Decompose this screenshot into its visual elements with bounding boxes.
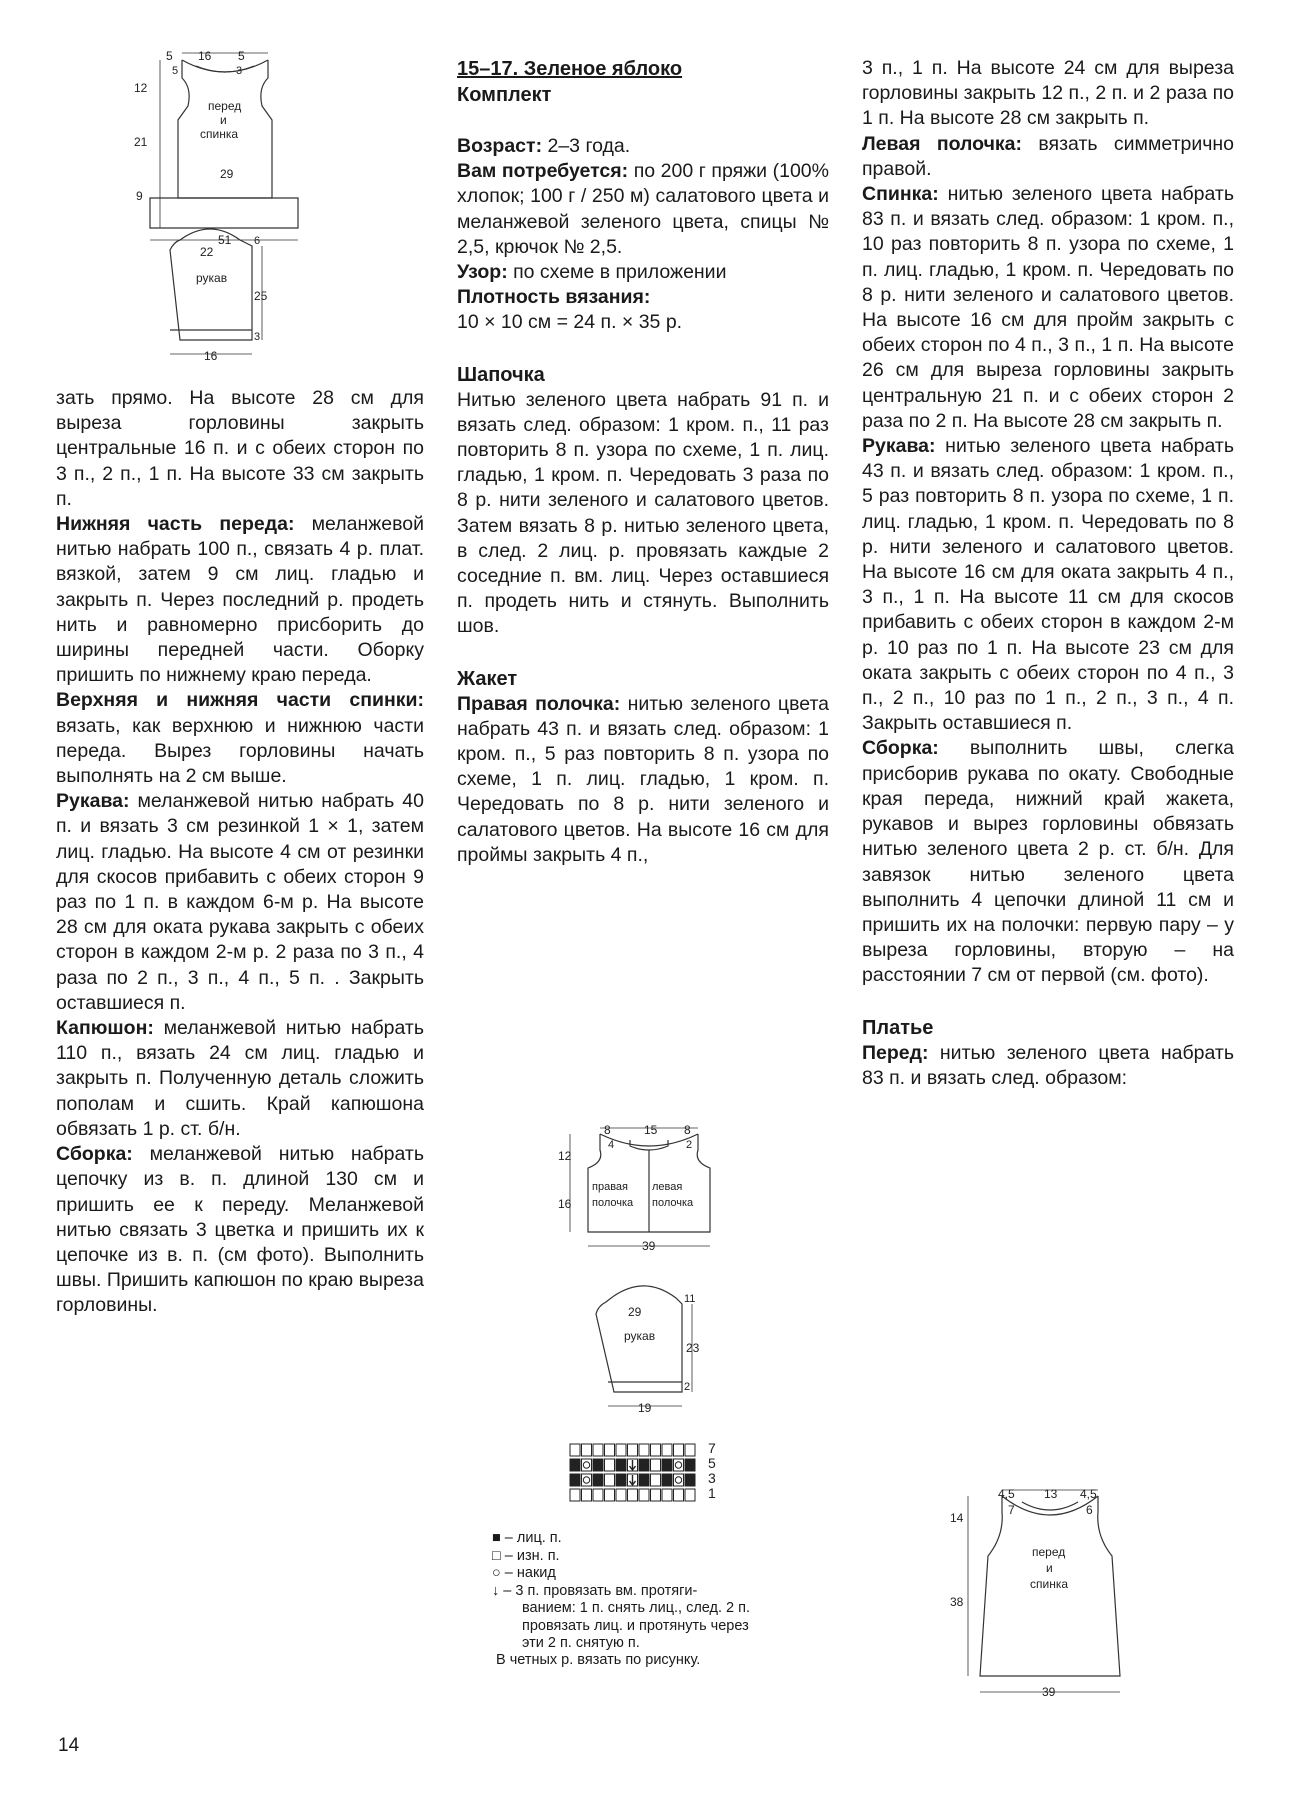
sleeve2-height: 23 [686, 1341, 700, 1355]
dress-dim-left-2: 38 [950, 1595, 964, 1609]
col3-para-2: Спинка: нитью зеленого цвета набрать 83 п. и вязать след. образом: 1 кром. п., 10 раз повторить 8 п. узора по схеме, 1 п. лиц. гладью, 1 кром. п. Чередовать по 8 р. нити зеленого и салатового цветов. На высоте 16 см для пройм закрыть с обеих сторон по 4 п., 3 п., 1 п. На высоте 26 см для выреза горловины закрыть центральную 21 п. и с обеих сторон 2 раза по 2 п. На высоте 28 см закрыть п. [862, 183, 1234, 432]
chart-cell [685, 1474, 695, 1486]
dress-front: Перед: нитью зеленого цвета набрать 83 п. и вязать след. образом: [862, 1041, 1234, 1089]
schematic-dress [946, 1486, 1146, 1716]
dress-dim-top-center: 13 [1044, 1487, 1058, 1501]
sleeve1-height: 25 [254, 289, 268, 303]
sleeve1-top: 22 [200, 245, 214, 259]
dim-top-center: 16 [198, 49, 212, 63]
dim-left-armhole: 12 [134, 81, 148, 95]
stitch-chart [568, 1442, 726, 1512]
gauge: 10 × 10 см = 24 п. × 35 р. [457, 311, 683, 334]
jacket-heading: Жакет [457, 667, 518, 690]
col3-para-3: Рукава: нитью зеленого цвета набрать 43 п. и вязать след. образом: 1 кром. п., 5 раз повторить 8 п. узора по схеме, 1 п. лиц. гладью, 1 кром. п. Чередовать по 8 р. нити зеленого и салатового цветов. На высоте 16 см для оката закрыть 4 п., 3 п., 1 п. На высоте 11 см для скосов прибавить с обеих сторон в каждом 2-м р. 10 раз по 1 п. На высоте 23 см для оката закрыть с обеих сторон по 4 п., 3 п., 2 п., 10 раз по 1 п., 2 п., 3 п., 4 п. Закрыть оставшиеся п. [862, 435, 1234, 735]
chart-cell [616, 1444, 626, 1456]
dress-dim-top-right: 4,5 [1080, 1487, 1097, 1501]
chart-cell [605, 1474, 615, 1486]
right-front: Правая полочка: нитью зеленого цвета набрать 43 п. и вязать след. образом: 1 кром. п., 5 раз повторить 8 п. узора по схеме, 1 п. лиц. гладью, 1 кром. п. Чередовать по 8 р. нити зеленого и салатового цветов. На высоте 16 см для проймы закрыть 4 п., [457, 692, 829, 866]
jacket-right-front-1: правая [592, 1181, 628, 1193]
dress-dim-left-1: 14 [950, 1511, 964, 1525]
chart-cell [582, 1444, 592, 1456]
chart-cell [616, 1489, 626, 1501]
chart-cell [605, 1489, 615, 1501]
pattern-title: 15–17. Зеленое яблоко [457, 58, 683, 80]
chart-cell [570, 1489, 580, 1501]
legend-yo: ○ – накид [492, 1565, 556, 1581]
piece-label-3: спинка [200, 127, 239, 141]
chart-row-3: 3 [708, 1470, 716, 1486]
sleeve2-bottom: 19 [638, 1401, 652, 1415]
stitch-pattern: Узор: по схеме в приложении [457, 261, 727, 284]
chart-row-1: 1 [708, 1485, 716, 1501]
legend-dec-line-4: эти 2 п. снятую п. [522, 1635, 640, 1651]
chart-cell [628, 1489, 638, 1501]
col1-para-2: Верхняя и нижняя части спинки: вязать, как верхнюю и нижнюю части переда. Вырез горловины начать выполнять на 2 см выше. [56, 689, 424, 788]
jacket-left-front-1: левая [652, 1181, 683, 1193]
page-number: 14 [58, 1735, 80, 1756]
sleeve1-cuff: 3 [254, 331, 261, 343]
dim-width-total: 51 [218, 233, 232, 247]
age: Возраст: 2–3 года. [457, 135, 631, 157]
knit-square-icon: ■ [492, 1530, 501, 1546]
legend-dec-line-2: ванием: 1 п. снять лиц., след. 2 п. [522, 1600, 751, 1616]
chart-cell [651, 1444, 661, 1456]
gauge-label: Плотность вязания: [457, 286, 651, 309]
chart-cell [685, 1489, 695, 1501]
column-3 [862, 56, 1234, 1091]
jacket-dim-neck-right: 2 [686, 1139, 693, 1151]
schematic-front-back [134, 48, 320, 248]
chart-cell [593, 1459, 603, 1471]
chart-cell [674, 1444, 684, 1456]
col1-para-1: Нижняя часть переда: меланжевой нитью набрать 100 п., связать 4 р. плат. вязкой, затем 9 см лиц. гладью и закрыть п. Через последний р. продеть нить и равномерно присборить до ширины передней части. Оборку пришить по нижнему краю переда. [56, 513, 424, 687]
decrease-arrow-icon: ↓ [492, 1582, 500, 1599]
chart-cell [628, 1444, 638, 1456]
dress-width: 39 [1042, 1685, 1056, 1699]
chart-cell [593, 1474, 603, 1486]
col3-para-4: Сборка: выполнить швы, слегка присборив рукава по окату. Свободные края переда, нижний край жакета, рукавов и вырез горловины обвязать нитью зеленого цвета 2 р. ст. б/н. Для завязок нитью зеленого цвета выполнить 4 цепочки длиной 11 см и пришить их на полочки: первую пару – у выреза горловины, вторую – на расстоянии 7 см от первой (см. фото). [862, 737, 1234, 987]
chart-cell [639, 1444, 649, 1456]
legend-knit: ■ – лиц. п. [492, 1530, 562, 1546]
dress-piece-3: спинка [1030, 1577, 1069, 1591]
jacket-dim-top-center: 15 [644, 1123, 658, 1137]
chart-cell [639, 1489, 649, 1501]
hat-text: Нитью зеленого цвета набрать 91 п. и вязать след. образом: 1 кром. п., 11 раз повторить 8 п. узора по схеме, 1 п. лиц. гладью, 1 кром. п. Чередовать 3 раза по 8 р. нити зеленого и салатового цветов. Затем вязать 8 р. нитью зеленого цвета, в след. 2 лиц. р. провязать каждые 2 соседние п. вм. лиц. Через оставшиеся п. продеть нить и стянуть. Выполнить шов. [457, 388, 829, 638]
jacket-right-front-2: полочка [592, 1197, 634, 1209]
sleeve1-bottom: 16 [204, 349, 218, 363]
purl-square-icon: □ [492, 1547, 501, 1564]
chart-cell [685, 1459, 695, 1471]
jacket-left-front-2: полочка [652, 1197, 694, 1209]
column-1 [56, 386, 424, 1319]
chart-cell [651, 1489, 661, 1501]
dim-neck-right: 3 [236, 65, 243, 77]
chart-cell [685, 1444, 695, 1456]
chart-cell [570, 1459, 580, 1471]
chart-cell [662, 1459, 672, 1471]
chart-cell [651, 1459, 661, 1471]
chart-cell [605, 1459, 615, 1471]
chart-cell [662, 1444, 672, 1456]
sleeve1-cap: 6 [254, 235, 261, 247]
chart-cell [593, 1489, 603, 1501]
chart-cell [570, 1474, 580, 1486]
even-rows-note: В четных р. вязать по рисунку. [496, 1652, 701, 1668]
sleeve2-name: рукав [624, 1329, 656, 1343]
legend-dec-line-3: провязать лиц. и протянуть через [522, 1617, 749, 1634]
chart-cell [616, 1459, 626, 1471]
jacket-dim-neck-left: 4 [608, 1139, 615, 1151]
dim-left-body: 21 [134, 135, 148, 149]
col1-para-4: Капюшон: меланжевой нитью набрать 110 п., вязать 24 см лиц. гладью и закрыть п. Полученную деталь сложить пополам и сшить. Край капюшона обвязать 1 р. ст. б/н. [56, 1017, 424, 1140]
jacket-dim-left-1: 12 [558, 1149, 572, 1163]
legend-purl: □ – изн. п. [492, 1547, 560, 1564]
chart-cell [639, 1459, 649, 1471]
chart-cell [662, 1474, 672, 1486]
materials: Вам потребуется: по 200 г пряжи (100% хлопок; 100 г / 250 м) салатового цвета и меланжевой зеленого цвета, спицы № 2,5, крючок № 2,5. [457, 160, 829, 258]
chart-legend [492, 1530, 822, 1653]
legend-dec: ↓ – 3 п. провязать вм. протяги- [492, 1582, 698, 1599]
schematic-sleeve-1 [150, 220, 280, 380]
chart-cell [605, 1444, 615, 1456]
sleeve2-cuff: 2 [684, 1381, 691, 1393]
col1-para-0: зать прямо. На высоте 28 см для выреза горловины закрыть центральные 16 п. и с обеих сторон по 3 п., 2 п., 1 п. На высоте 33 см закрыть п. [56, 387, 424, 510]
col3-para-0: 3 п., 1 п. На высоте 24 см для выреза горловины закрыть 12 п., 2 п. и 2 раза по 1 п. На высоте 28 см закрыть п. [862, 57, 1234, 130]
jacket-dim-top-right: 8 [684, 1123, 691, 1137]
dim-top-left: 5 [166, 49, 173, 63]
dress-dim-neck-left: 7 [1008, 1503, 1015, 1517]
jacket-width: 39 [642, 1239, 656, 1253]
column-2 [457, 56, 829, 868]
schematic-jacket [560, 1122, 740, 1262]
chart-cell [662, 1489, 672, 1501]
jacket-dim-left-2: 16 [558, 1197, 572, 1211]
piece-label-2: и [220, 113, 227, 127]
col1-para-5: Сборка: меланжевой нитью набрать цепочку из в. п. длиной 130 см и пришить ее к переду. Меланжевой нитью связать 3 цветка и пришить их к цепочке из в. п. (см фото). Выполнить швы. Пришить капюшон по краю выреза горловины. [56, 1143, 424, 1317]
sleeve2-cap: 11 [684, 1293, 696, 1305]
dim-top-right: 5 [238, 49, 245, 63]
chart-row-7: 7 [708, 1440, 716, 1456]
dress-heading: Платье [862, 1016, 934, 1039]
chart-cell [593, 1444, 603, 1456]
dress-dim-neck-right: 6 [1086, 1503, 1093, 1517]
chart-row-5: 5 [708, 1455, 716, 1471]
chart-cell [639, 1474, 649, 1486]
chart-cell [616, 1474, 626, 1486]
dim-neck-left: 5 [172, 65, 179, 77]
hat-heading: Шапочка [457, 363, 545, 386]
chart-cell [582, 1489, 592, 1501]
sleeve2-top: 29 [628, 1305, 642, 1319]
schematic-sleeve-2 [586, 1278, 716, 1428]
piece-label-1: перед [208, 99, 242, 113]
sleeve1-name: рукав [196, 271, 228, 285]
dim-width-upper: 29 [220, 167, 234, 181]
pattern-subtitle: Комплект [457, 84, 552, 106]
dim-left-frill: 9 [136, 189, 143, 203]
yarn-over-circle-icon: ○ [492, 1565, 501, 1581]
dress-piece-1: перед [1032, 1545, 1066, 1559]
chart-cell [651, 1474, 661, 1486]
col1-para-3: Рукава: меланжевой нитью набрать 40 п. и вязать 3 см резинкой 1 × 1, затем лиц. гладью. На высоте 4 см от резинки для скосов прибавить с обеих сторон 9 раз по 1 п. в каждом 6-м р. На высоте 28 см для оката рукава закрыть с обеих сторон в каждом 2-м р. 2 раза по 3 п., 4 раза по 2 п., 3 п., 4 п., 5 п. . Закрыть оставшиеся п. [56, 790, 424, 1014]
dress-piece-2: и [1046, 1561, 1053, 1575]
jacket-dim-top-left: 8 [604, 1123, 611, 1137]
chart-cell [570, 1444, 580, 1456]
chart-cell [674, 1489, 684, 1501]
col3-para-1: Левая полочка: вязать симметрично правой. [862, 132, 1235, 180]
dress-dim-top-left: 4,5 [998, 1487, 1015, 1501]
